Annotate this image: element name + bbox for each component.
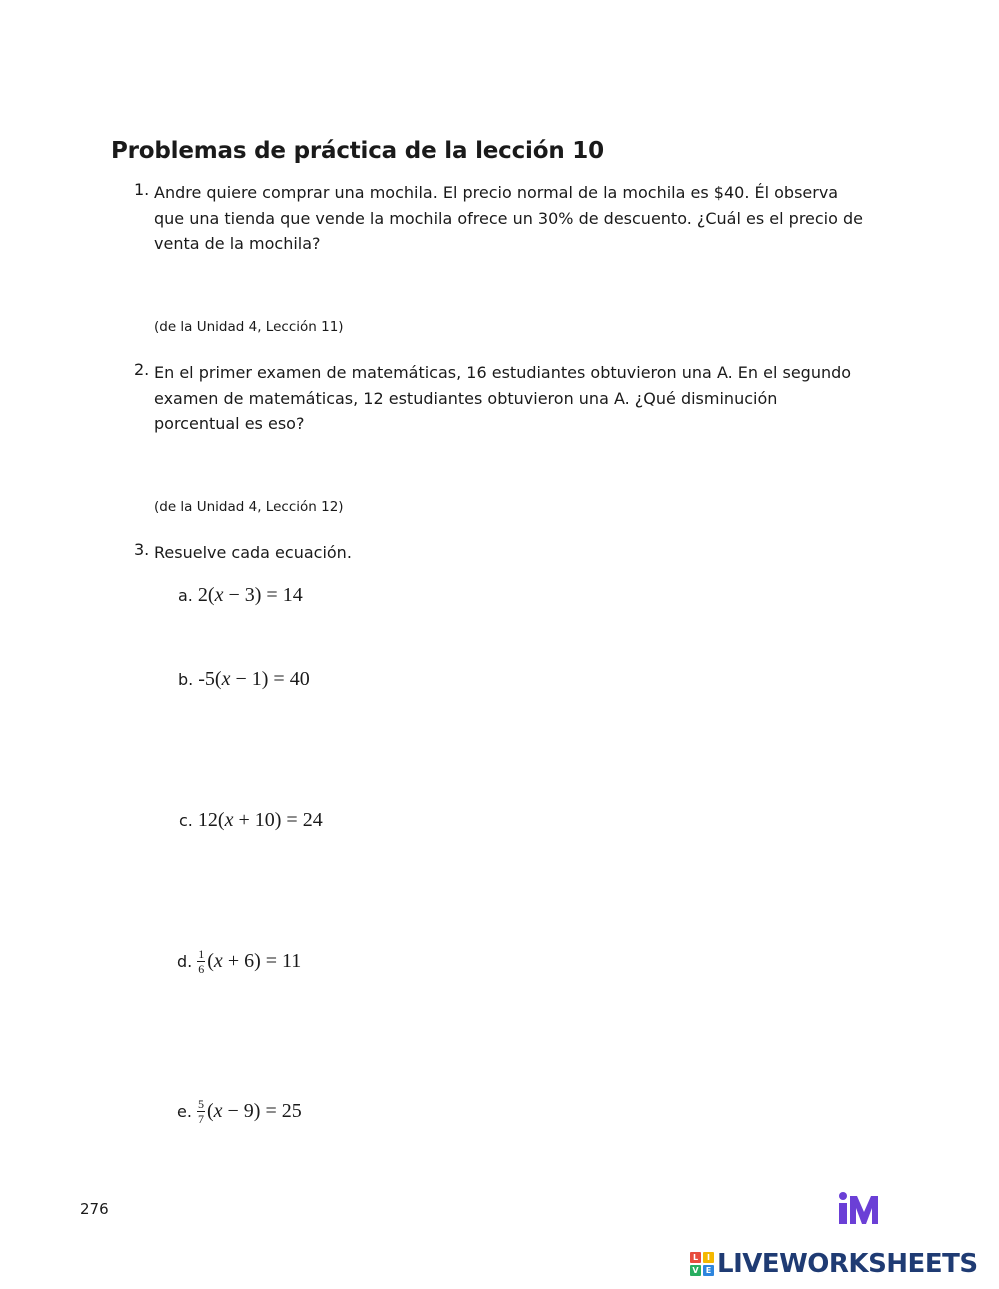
problem-1-source: (de la Unidad 4, Lección 11) <box>154 319 344 335</box>
equation-e-label: e. <box>177 1102 192 1121</box>
problem-3-text: Resuelve cada ecuación. <box>154 543 352 562</box>
liveworksheets-text: LIVEWORKSHEETS <box>717 1249 978 1279</box>
equation-c-math: 12(x + 10) = 24 <box>197 809 323 831</box>
equation-d <box>177 948 301 975</box>
liveworksheets-logo[interactable] <box>690 1249 978 1279</box>
page-number: 276 <box>80 1200 109 1218</box>
problem-1-text: Andre quiere comprar una mochila. El precio normal de la mochila es $40. Él observa que una tienda que vende la mochila ofrece un 30% de descuento. ¿Cuál es el precio de venta de la mochila? <box>154 183 863 253</box>
equation-d-fraction: $\frac{1}{6}$ <box>198 947 205 976</box>
problem-3-number: 3. <box>134 540 150 559</box>
worksheet-title: Problemas de práctica de la lección 10 <box>111 138 604 164</box>
equation-d-math: (x + 6) = 11 <box>207 950 302 972</box>
equation-a-math: 2(x − 3) = 14 <box>197 584 303 606</box>
liveworksheets-blocks-icon: L I V E <box>690 1252 714 1276</box>
equation-c <box>179 809 323 832</box>
equation-d-label: d. <box>177 952 193 971</box>
equation-a-label: a. <box>178 586 193 605</box>
equation-a <box>178 584 303 607</box>
problem-2-number: 2. <box>134 360 150 379</box>
im-logo-icon <box>838 1190 878 1226</box>
equation-c-label: c. <box>179 811 193 830</box>
equation-e <box>177 1098 302 1125</box>
problem-2-source: (de la Unidad 4, Lección 12) <box>154 499 344 515</box>
equation-b-math: -5(x − 1) = 40 <box>198 668 310 690</box>
equation-e-fraction: $\frac{5}{7}$ <box>197 1097 204 1126</box>
equation-b <box>178 668 310 691</box>
equation-e-math: (x − 9) = 25 <box>206 1100 302 1122</box>
problem-1-number: 1. <box>134 180 150 199</box>
problem-2-text: En el primer examen de matemáticas, 16 estudiantes obtuvieron una A. En el segundo examen de matemáticas, 12 estudiantes obtuvieron una A. ¿Qué disminución porcentual es eso? <box>154 363 852 433</box>
equation-b-label: b. <box>178 670 194 689</box>
